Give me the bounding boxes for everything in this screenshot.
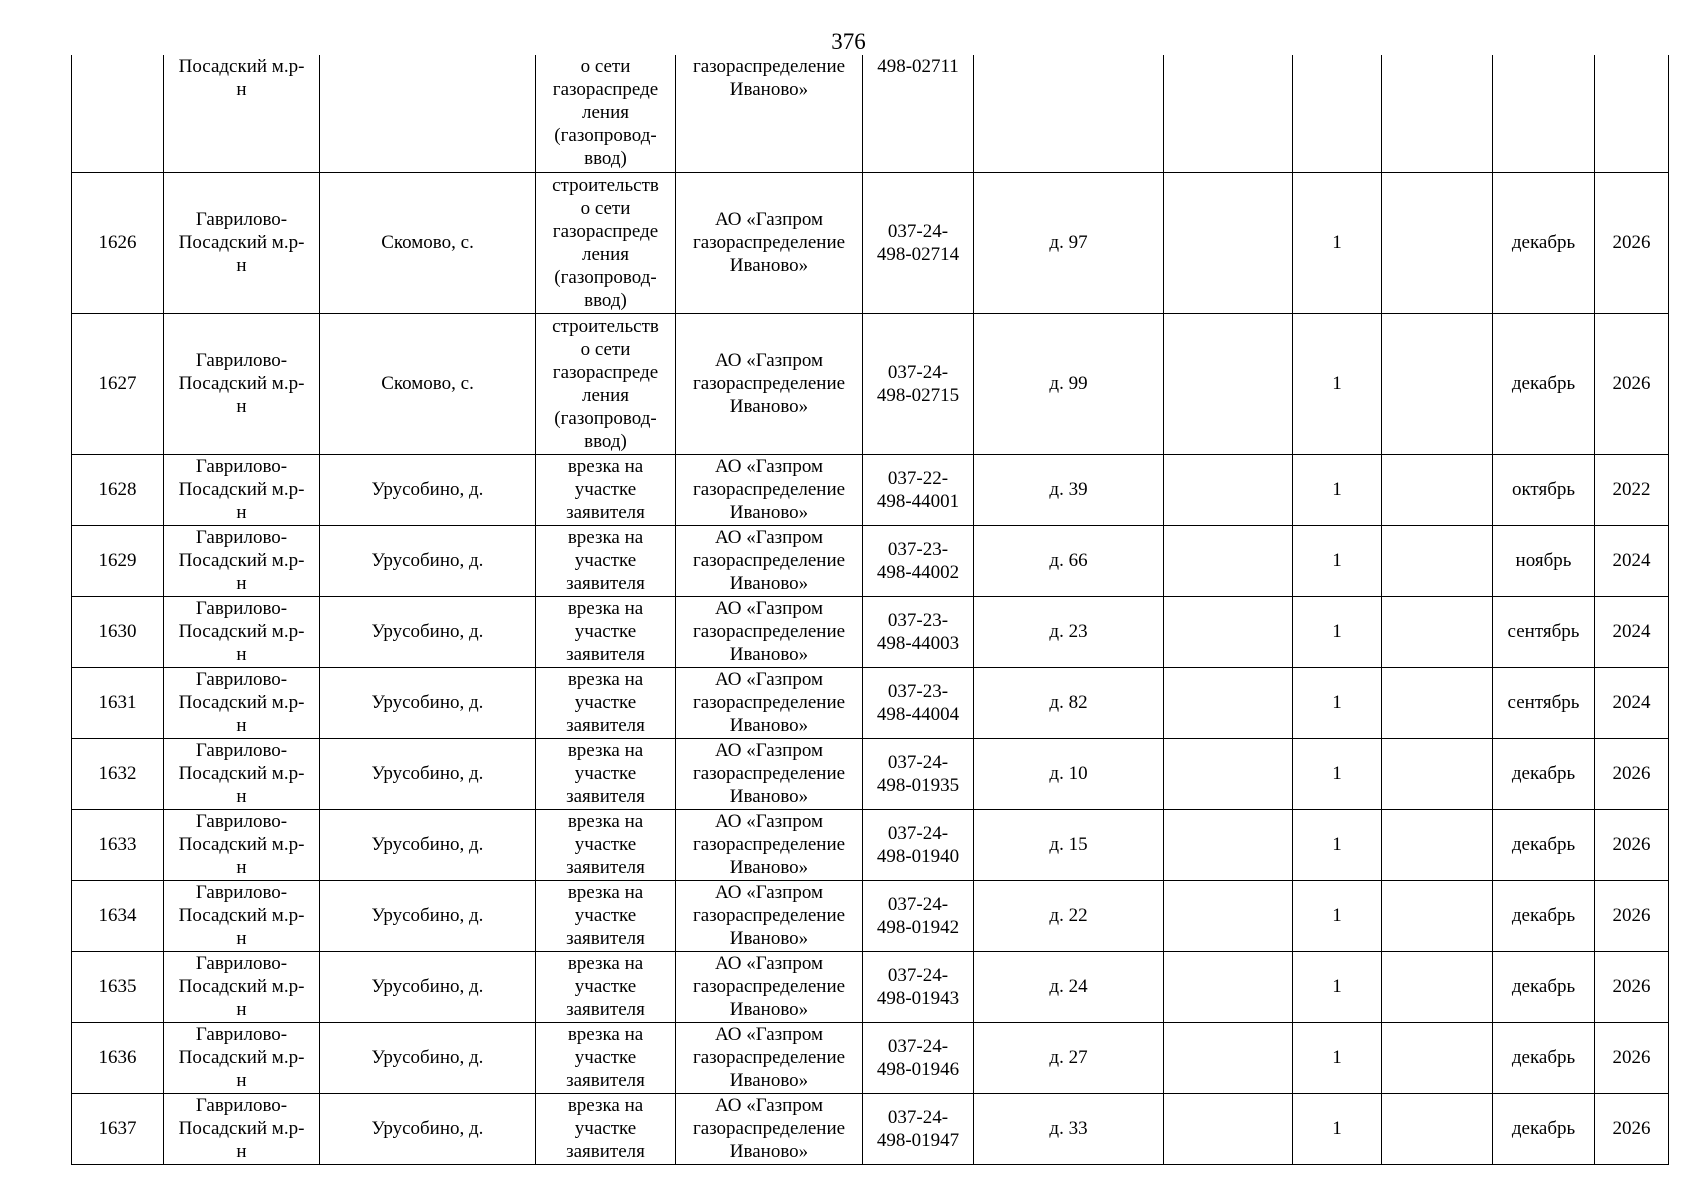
cell-settlement: Скомово, с.: [320, 172, 536, 313]
cell-num: 1630: [72, 596, 164, 667]
cell-quantity: 1: [1293, 1093, 1382, 1164]
cell-settlement: Скомово, с.: [320, 313, 536, 454]
cell-organization: АО «Газпром газораспределение Иваново»: [676, 313, 863, 454]
cell-settlement: Урусобино, д.: [320, 525, 536, 596]
cell-address: д. 15: [974, 809, 1164, 880]
cell-application-number: 037-24- 498-01942: [863, 880, 974, 951]
cell-work-type: о сети газораспреде ления (газопровод- ввод): [536, 55, 676, 172]
cell-year: 2026: [1595, 809, 1669, 880]
cell-address: д. 10: [974, 738, 1164, 809]
cell-quantity: 1: [1293, 809, 1382, 880]
cell-extra2: [1382, 809, 1493, 880]
cell-year: [1595, 55, 1669, 172]
table-row: [72, 951, 1669, 1022]
cell-organization: АО «Газпром газораспределение Иваново»: [676, 1093, 863, 1164]
cell-work-type: врезка на участке заявителя: [536, 667, 676, 738]
cell-organization: АО «Газпром газораспределение Иваново»: [676, 454, 863, 525]
cell-application-number: 037-22- 498-44001: [863, 454, 974, 525]
cell-address: д. 39: [974, 454, 1164, 525]
cell-extra2: [1382, 454, 1493, 525]
cell-application-number: 037-24- 498-01946: [863, 1022, 974, 1093]
cell-extra2: [1382, 172, 1493, 313]
cell-year: 2026: [1595, 1022, 1669, 1093]
cell-organization: АО «Газпром газораспределение Иваново»: [676, 738, 863, 809]
table-body: [72, 55, 1669, 1164]
cell-address: [974, 55, 1164, 172]
table-row: [72, 738, 1669, 809]
cell-district: Гаврилово- Посадский м.р- н: [164, 880, 320, 951]
cell-num: [72, 55, 164, 172]
cell-work-type: врезка на участке заявителя: [536, 596, 676, 667]
cell-extra1: [1164, 1022, 1293, 1093]
cell-work-type: врезка на участке заявителя: [536, 880, 676, 951]
table-row: [72, 596, 1669, 667]
cell-month: сентябрь: [1493, 667, 1595, 738]
cell-work-type: врезка на участке заявителя: [536, 454, 676, 525]
cell-address: д. 22: [974, 880, 1164, 951]
cell-organization: АО «Газпром газораспределение Иваново»: [676, 951, 863, 1022]
cell-year: 2022: [1595, 454, 1669, 525]
table-row: [72, 880, 1669, 951]
cell-extra1: [1164, 313, 1293, 454]
cell-num: 1631: [72, 667, 164, 738]
cell-quantity: 1: [1293, 951, 1382, 1022]
cell-settlement: Урусобино, д.: [320, 1022, 536, 1093]
table-row: [72, 172, 1669, 313]
cell-extra2: [1382, 951, 1493, 1022]
cell-address: д. 27: [974, 1022, 1164, 1093]
cell-address: д. 82: [974, 667, 1164, 738]
cell-settlement: Урусобино, д.: [320, 809, 536, 880]
cell-month: [1493, 55, 1595, 172]
cell-application-number: 037-23- 498-44003: [863, 596, 974, 667]
cell-num: 1635: [72, 951, 164, 1022]
cell-work-type: врезка на участке заявителя: [536, 1093, 676, 1164]
table-row: [72, 313, 1669, 454]
cell-extra1: [1164, 1093, 1293, 1164]
cell-month: декабрь: [1493, 738, 1595, 809]
cell-month: декабрь: [1493, 172, 1595, 313]
table-row: [72, 1022, 1669, 1093]
cell-address: д. 66: [974, 525, 1164, 596]
cell-year: 2026: [1595, 172, 1669, 313]
cell-work-type: врезка на участке заявителя: [536, 951, 676, 1022]
cell-district: Гаврилово- Посадский м.р- н: [164, 596, 320, 667]
cell-num: 1633: [72, 809, 164, 880]
cell-settlement: Урусобино, д.: [320, 880, 536, 951]
cell-address: д. 24: [974, 951, 1164, 1022]
cell-month: октябрь: [1493, 454, 1595, 525]
cell-quantity: 1: [1293, 454, 1382, 525]
cell-work-type: врезка на участке заявителя: [536, 525, 676, 596]
cell-settlement: Урусобино, д.: [320, 454, 536, 525]
cell-organization: АО «Газпром газораспределение Иваново»: [676, 596, 863, 667]
cell-organization: АО «Газпром газораспределение Иваново»: [676, 1022, 863, 1093]
cell-extra1: [1164, 667, 1293, 738]
cell-extra1: [1164, 951, 1293, 1022]
cell-extra2: [1382, 596, 1493, 667]
cell-work-type: строительств о сети газораспреде ления (газопровод- ввод): [536, 172, 676, 313]
cell-settlement: Урусобино, д.: [320, 738, 536, 809]
cell-num: 1637: [72, 1093, 164, 1164]
cell-application-number: 037-24- 498-01947: [863, 1093, 974, 1164]
cell-quantity: 1: [1293, 880, 1382, 951]
cell-extra2: [1382, 667, 1493, 738]
cell-application-number: 037-24- 498-02715: [863, 313, 974, 454]
cell-num: 1636: [72, 1022, 164, 1093]
cell-application-number: 037-24- 498-01943: [863, 951, 974, 1022]
cell-year: 2026: [1595, 313, 1669, 454]
cell-month: декабрь: [1493, 809, 1595, 880]
cell-year: 2026: [1595, 738, 1669, 809]
cell-organization: АО «Газпром газораспределение Иваново»: [676, 525, 863, 596]
cell-quantity: 1: [1293, 667, 1382, 738]
cell-address: д. 99: [974, 313, 1164, 454]
cell-extra1: [1164, 880, 1293, 951]
cell-month: декабрь: [1493, 313, 1595, 454]
cell-work-type: врезка на участке заявителя: [536, 809, 676, 880]
cell-quantity: 1: [1293, 1022, 1382, 1093]
cell-district: Гаврилово- Посадский м.р- н: [164, 525, 320, 596]
cell-quantity: 1: [1293, 525, 1382, 596]
page-number: 376: [831, 29, 866, 54]
cell-month: ноябрь: [1493, 525, 1595, 596]
table-row: [72, 1093, 1669, 1164]
cell-settlement: Урусобино, д.: [320, 667, 536, 738]
cell-num: 1626: [72, 172, 164, 313]
cell-month: сентябрь: [1493, 596, 1595, 667]
cell-district: Гаврилово- Посадский м.р- н: [164, 313, 320, 454]
table-row: [72, 454, 1669, 525]
cell-work-type: строительств о сети газораспреде ления (газопровод- ввод): [536, 313, 676, 454]
cell-settlement: [320, 55, 536, 172]
table-row: [72, 525, 1669, 596]
cell-month: декабрь: [1493, 1093, 1595, 1164]
cell-extra1: [1164, 596, 1293, 667]
cell-district: Гаврилово- Посадский м.р- н: [164, 454, 320, 525]
cell-organization: АО «Газпром газораспределение Иваново»: [676, 667, 863, 738]
cell-year: 2024: [1595, 525, 1669, 596]
cell-extra2: [1382, 1093, 1493, 1164]
cell-work-type: врезка на участке заявителя: [536, 738, 676, 809]
cell-organization: АО «Газпром газораспределение Иваново»: [676, 880, 863, 951]
table-row-continued: [72, 55, 1669, 172]
cell-address: д. 23: [974, 596, 1164, 667]
cell-extra1: [1164, 55, 1293, 172]
cell-num: 1627: [72, 313, 164, 454]
cell-extra1: [1164, 525, 1293, 596]
cell-year: 2026: [1595, 1093, 1669, 1164]
cell-year: 2026: [1595, 880, 1669, 951]
cell-organization: АО «Газпром газораспределение Иваново»: [676, 809, 863, 880]
cell-num: 1632: [72, 738, 164, 809]
cell-year: 2024: [1595, 596, 1669, 667]
cell-num: 1629: [72, 525, 164, 596]
cell-district: Гаврилово- Посадский м.р- н: [164, 738, 320, 809]
cell-extra2: [1382, 525, 1493, 596]
cell-month: декабрь: [1493, 951, 1595, 1022]
cell-application-number: 037-24- 498-01940: [863, 809, 974, 880]
cell-application-number: 037-24- 498-02714: [863, 172, 974, 313]
cell-num: 1628: [72, 454, 164, 525]
table-row: [72, 667, 1669, 738]
cell-application-number: 037-23- 498-44002: [863, 525, 974, 596]
cell-extra2: [1382, 738, 1493, 809]
cell-quantity: 1: [1293, 172, 1382, 313]
cell-quantity: 1: [1293, 596, 1382, 667]
cell-district: Гаврилово- Посадский м.р- н: [164, 1022, 320, 1093]
cell-extra1: [1164, 454, 1293, 525]
cell-settlement: Урусобино, д.: [320, 951, 536, 1022]
cell-organization: АО «Газпром газораспределение Иваново»: [676, 172, 863, 313]
cell-extra2: [1382, 313, 1493, 454]
cell-district: Посадский м.р- н: [164, 55, 320, 172]
cell-district: Гаврилово- Посадский м.р- н: [164, 172, 320, 313]
cell-num: 1634: [72, 880, 164, 951]
cell-month: декабрь: [1493, 1022, 1595, 1093]
cell-extra1: [1164, 809, 1293, 880]
cell-extra2: [1382, 880, 1493, 951]
cell-year: 2024: [1595, 667, 1669, 738]
cell-quantity: [1293, 55, 1382, 172]
cell-work-type: врезка на участке заявителя: [536, 1022, 676, 1093]
cell-application-number: 498-02711: [863, 55, 974, 172]
cell-extra2: [1382, 1022, 1493, 1093]
cell-quantity: 1: [1293, 738, 1382, 809]
cell-district: Гаврилово- Посадский м.р- н: [164, 951, 320, 1022]
cell-address: д. 97: [974, 172, 1164, 313]
cell-settlement: Урусобино, д.: [320, 1093, 536, 1164]
cell-address: д. 33: [974, 1093, 1164, 1164]
cell-application-number: 037-23- 498-44004: [863, 667, 974, 738]
gas-connection-table: [71, 55, 1669, 1165]
cell-district: Гаврилово- Посадский м.р- н: [164, 667, 320, 738]
cell-extra1: [1164, 172, 1293, 313]
cell-settlement: Урусобино, д.: [320, 596, 536, 667]
table-row: [72, 809, 1669, 880]
cell-application-number: 037-24- 498-01935: [863, 738, 974, 809]
cell-month: декабрь: [1493, 880, 1595, 951]
cell-organization: газораспределение Иваново»: [676, 55, 863, 172]
cell-extra1: [1164, 738, 1293, 809]
cell-extra2: [1382, 55, 1493, 172]
cell-district: Гаврилово- Посадский м.р- н: [164, 809, 320, 880]
cell-year: 2026: [1595, 951, 1669, 1022]
cell-quantity: 1: [1293, 313, 1382, 454]
cell-district: Гаврилово- Посадский м.р- н: [164, 1093, 320, 1164]
